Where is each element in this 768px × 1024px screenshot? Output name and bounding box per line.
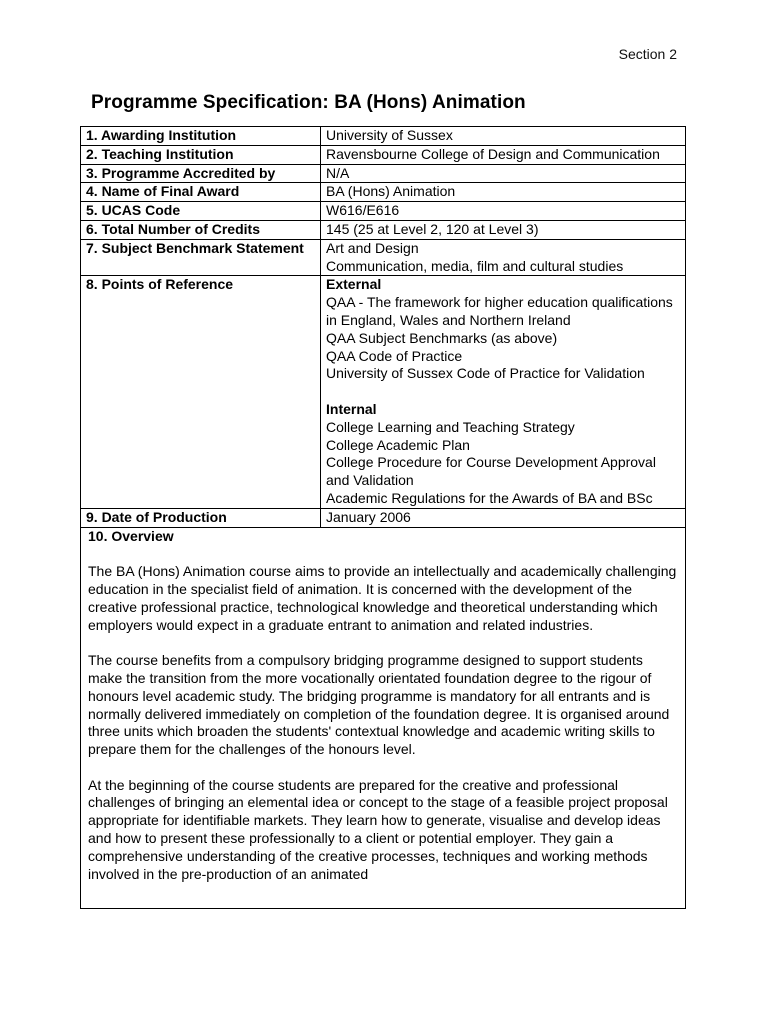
points-of-reference-label: 8. Points of Reference (81, 276, 321, 508)
table-row (81, 220, 686, 239)
external-reference: University of Sussex Code of Practice for Validation (326, 365, 645, 382)
overview-cell (81, 527, 686, 908)
accredited-by-value: N/A (321, 164, 686, 183)
table-row (81, 276, 686, 508)
points-of-reference-value (321, 276, 686, 508)
section-label: Section 2 (618, 46, 677, 62)
table-row (81, 145, 686, 164)
external-reference: QAA Subject Benchmarks (as above) (326, 329, 558, 346)
subject-benchmark-label: 7. Subject Benchmark Statement (81, 239, 321, 276)
page-title: Programme Specification: BA (Hons) Animation (91, 92, 526, 113)
external-heading: External (326, 276, 382, 293)
table-row (81, 527, 686, 908)
external-reference: QAA - The framework for higher education qualifications in England, Wales and Northern Ireland (326, 294, 673, 328)
internal-heading: Internal (326, 400, 377, 417)
date-of-production-value: January 2006 (321, 508, 686, 527)
internal-reference: College Procedure for Course Development Approval and Validation (326, 454, 656, 489)
table-row (81, 164, 686, 183)
benchmark-line: Communication, media, film and cultural studies (326, 257, 624, 274)
overview-paragraph: At the beginning of the course students are prepared for the creative and professional challenges of bringing an elemental idea or concept to the stage of a feasible project proposal appropriate for identifiable markets. They learn how to generate, visualise and develop ideas and how to present these professionally to a client or potential employer. They gain a comprehensive understanding of the creative processes, techniques and working methods involved in the pre-production of an animated (88, 776, 668, 882)
table-row (81, 127, 686, 146)
awarding-institution-label: 1. Awarding Institution (81, 127, 321, 146)
teaching-institution-label: 2. Teaching Institution (81, 145, 321, 164)
subject-benchmark-value (321, 239, 686, 276)
programme-spec-table (80, 126, 686, 909)
overview-paragraph: The course benefits from a compulsory bridging programme designed to support students make the transition from the more vocationally orientated foundation degree to the rigour of honours level academic study. The bridging programme is mandatory for all entrants and is normally delivered immediately on completion of the foundation degree. It is organised around three units which broaden the students' contextual knowledge and academic writing skills to prepare them for the challenges of the honours level. (88, 652, 670, 758)
spacer (326, 383, 680, 401)
overview-paragraph: The BA (Hons) Animation course aims to provide an intellectually and academically challenging education in the specialist field of animation. It is concerned with the development of the creative professional practice, technological knowledge and theoretical understanding which employers would expect in a graduate entrant to animation and related industries. (88, 563, 677, 633)
internal-reference: Academic Regulations for the Awards of BA and BSc (326, 489, 653, 506)
ucas-code-value: W616/E616 (321, 202, 686, 221)
benchmark-line: Art and Design (326, 239, 419, 256)
final-award-value: BA (Hons) Animation (321, 183, 686, 202)
table-row (81, 183, 686, 202)
awarding-institution-value: University of Sussex (321, 127, 686, 146)
table-row (81, 239, 686, 276)
external-reference: QAA Code of Practice (326, 347, 463, 364)
table-row (81, 202, 686, 221)
date-of-production-label: 9. Date of Production (81, 508, 321, 527)
total-credits-value: 145 (25 at Level 2, 120 at Level 3) (321, 220, 686, 239)
ucas-code-label: 5. UCAS Code (81, 202, 321, 221)
final-award-label: 4. Name of Final Award (81, 183, 321, 202)
accredited-by-label: 3. Programme Accredited by (81, 164, 321, 183)
internal-reference: College Learning and Teaching Strategy (326, 418, 575, 435)
overview-heading: 10. Overview (88, 527, 174, 544)
teaching-institution-value: Ravensbourne College of Design and Communication (321, 145, 686, 164)
table-row (81, 508, 686, 527)
internal-reference: College Academic Plan (326, 436, 470, 453)
total-credits-label: 6. Total Number of Credits (81, 220, 321, 239)
overview-body (88, 528, 678, 908)
